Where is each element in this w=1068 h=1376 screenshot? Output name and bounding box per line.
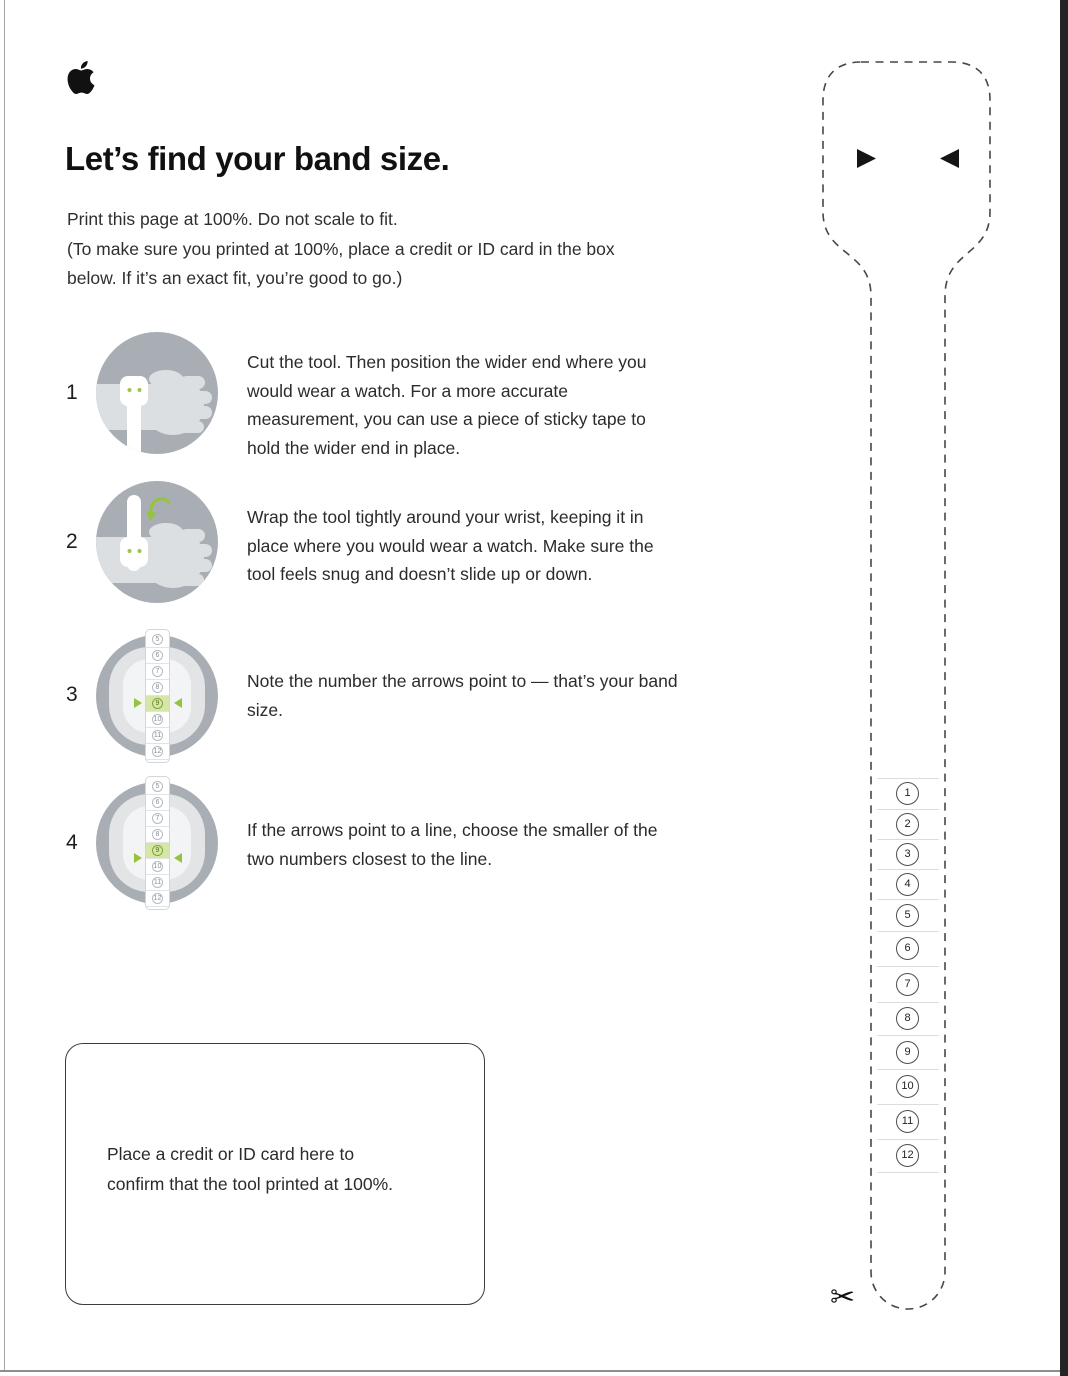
print-instructions-line: below. If it’s an exact fit, you’re good to go.) [67,268,403,288]
credit-card-box-text: Place a credit or ID card here to confirm that the tool printed at 100%. [107,1144,393,1194]
print-instructions-line: Print this page at 100%. Do not scale to fit. [67,209,398,229]
step-4-text: If the arrows point to a line, choose the smaller of the two numbers closest to the line. [247,820,658,869]
band-size-number: 5 [896,904,919,927]
mini-size-number: 5 [152,781,163,792]
band-size-tick-line [877,931,939,932]
scissors-icon: ✂ [830,1280,856,1315]
mini-size-number: 9 [152,698,163,709]
band-size-number: 7 [896,973,919,996]
page-title: Let’s find your band size. [65,140,450,177]
band-size-tick-line [877,1035,939,1036]
band-size-tick-line [877,1002,939,1003]
mini-size-number: 11 [153,732,162,739]
mini-size-number: 6 [152,797,163,808]
band-size-tick-line [877,869,939,870]
band-size-number: 1 [896,782,919,805]
mini-size-number: 10 [153,716,162,723]
mini-size-number: 8 [152,829,163,840]
arrow-left-icon [940,149,959,168]
mini-size-number: 8 [152,682,163,693]
mini-size-number: 7 [152,666,163,677]
band-size-tick-line [877,1104,939,1105]
step-4-number: 4 [66,831,78,854]
mini-size-number: 9 [152,845,163,856]
band-size-tick-line [877,966,939,967]
band-size-number: 11 [896,1110,919,1133]
mini-size-number: 11 [153,879,162,886]
band-size-number: 12 [896,1144,919,1167]
arrow-right-icon [857,149,876,168]
mini-size-number: 7 [152,813,163,824]
print-instructions-line: (To make sure you printed at 100%, place a credit or ID card in the box [67,238,615,259]
step-3-text: Note the number the arrows point to — that’s your band size. [247,671,678,720]
step-2-text: Wrap the tool tightly around your wrist, keeping it in place where you would wear a watch. Make sure the tool feels snug and doesn’t slide up or down. [247,507,654,584]
band-size-tick-line [877,778,939,779]
step-1-number: 1 [66,381,78,404]
band-size-tick-line [877,809,939,810]
step-3-number: 3 [66,683,78,706]
band-size-tick-line [877,899,939,900]
band-size-number: 2 [896,813,919,836]
mini-size-number: 10 [153,863,162,870]
band-size-tick-line [877,1069,939,1070]
mini-size-number: 12 [153,895,162,902]
band-size-number: 4 [896,873,919,896]
mini-size-number: 12 [153,748,162,755]
band-size-tick-line [877,1139,939,1140]
band-size-tick-line [877,1172,939,1173]
band-size-number: 10 [896,1075,919,1098]
mini-size-number: 5 [152,634,163,645]
step-2-number: 2 [66,530,78,553]
band-size-number: 8 [896,1007,919,1030]
step-1-text: Cut the tool. Then position the wider end where you would wear a watch. For a more accurate measurement, you can use a piece of sticky tape to hold the wider end in place. [247,352,647,458]
mini-size-number: 6 [152,650,163,661]
band-size-tick-line [877,839,939,840]
band-size-number: 3 [896,843,919,866]
band-size-number: 9 [896,1041,919,1064]
band-size-number: 6 [896,937,919,960]
